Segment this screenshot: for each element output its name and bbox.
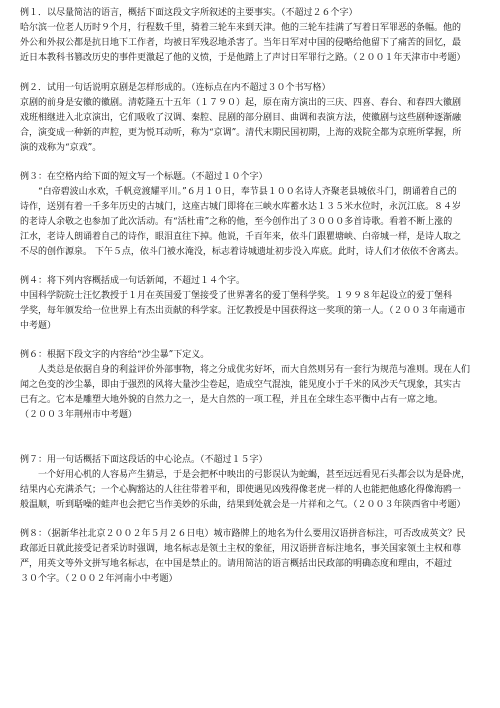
example-6-text-line: 闻之色变的沙尘暴，即由于强烈的风将大量沙尘卷起，造成空气混浊，能见度小于千米的风沙天气现象，其实古 (20, 380, 462, 390)
example-1-text-line: 外公和外叔公都是抗日地下工作者，均被日军残忍地杀害了。当年日军对中国的侵略给他留下了痛苦的回忆，最 (20, 38, 462, 48)
example-1-question: 例１．以尽量简洁的语言，概括下面这段文字所叙述的主要事实。（不超过２６个字） (20, 8, 358, 18)
example-8 (20, 527, 486, 587)
example-6-text-line: 已有之。它本是雕塑大地外貌的自然力之一，是大自然的一项工程，并且在全球生态平衡中占有一席之地。 (20, 395, 444, 405)
example-2-text-line: 京剧的前身是安徽的徽剧。清乾隆五十五年（１７９０）起，原在南方演出的三庆、四喜、春台、和春四大徽剧 (20, 98, 462, 108)
example-2-text-line: 合，演变成一种新的声腔，更为悦耳动听，称为“京调”。清代末期民国初期，上海的戏院全都为京班所掌握，所 (20, 128, 462, 138)
spacer (20, 156, 486, 170)
example-3-question: 例３：在空格内给下面的短文写一个标题。（不超过１０个字） (20, 172, 268, 182)
example-1-text-line: 哈尔滨一位老人历时９个月，行程数千里，骑着三轮车来到天津。他的三轮车挂满了写着日军罪恶的条幅。他的 (20, 23, 462, 33)
example-3-text-line: 的老诗人余敬之也参加了此次活动。有“活杜甫”之称的他，至今创作出了３０００多首诗歌。看着不断上涨的 (20, 217, 453, 227)
example-6-question: 例６：根据下段文字的内容给“沙尘暴”下定义。 (20, 350, 210, 360)
example-7-text-line: 一个好用心机的人容易产生猜忌，于是会把杯中映出的弓影误认为蛇蝎，甚至远远看见石头都会以为是卧虎， (38, 470, 471, 480)
example-4-text-line: 学奖，每年颁发给一位世界上有杰出贡献的科学家。汪忆教授是中国获得这一奖项的第一人。（２００３年南通市 (20, 306, 466, 316)
example-7-question: 例７：用一句话概括下面这段话的中心论点。（不超过１５字） (20, 455, 268, 465)
example-2 (20, 81, 486, 156)
example-8-question: 例８：（据新华社北京２００２年５月２６日电）城市路牌上的地名为什么要用汉语拼音标注，可否改成英文？民 (20, 529, 466, 539)
spacer (20, 513, 486, 527)
example-3-text-line: 不尽的创作源泉。 下午５点，依斗门被水淹没，标志着诗城遗址初步没入库底。此时，诗人们才依依不舍离去。 (20, 247, 464, 257)
example-6-text-line: （２００３年荆州市中考题） (20, 410, 138, 420)
example-2-text-line: 戏班相继进入北京演出，它们吸收了汉调、秦腔、昆剧的部分剧目、曲调和表演方法，使徽剧与这些剧种逐渐融 (20, 113, 462, 123)
example-1 (20, 6, 486, 66)
spacer (20, 334, 486, 348)
example-4-question: 例４：将下列内容概括成一句话新闻，不超过１４个字。 (20, 276, 246, 286)
example-3-text-line: 江水，老诗人朗诵着自己的诗作，眼泪直往下掉。他说，千百年来，依斗门跟瞿塘峡、白帝城一样，是诗人取之 (20, 232, 462, 242)
example-3 (20, 170, 486, 260)
spacer (20, 66, 486, 81)
spacer (20, 260, 486, 274)
example-7 (20, 453, 486, 513)
example-8-text-line: 严，用英文等外文拼写地名标志，在中国是禁止的。请用简洁的语言概括出民政部的明确态度和理由，不超过 (20, 559, 453, 569)
example-4-text-line: 中国科学院院士汪忆教授于１月在英国爱丁堡接受了世界著名的爱丁堡科学奖。１９９８年起设立的爱丁堡科 (20, 291, 453, 301)
example-1-text-line: 近日本教科书篡改历史的事件更激起了他的义愤，于是他踏上了声讨日军罪行之路。（２００１年天津市中考题） (20, 53, 466, 63)
example-7-text-line: 般温顺，听到聒噪的蛙声也会把它当作美妙的乐曲，结果到处就会是一片祥和之气。（２００３年陕西省中考题） (20, 500, 466, 510)
example-4-text-line: 中考题） (20, 321, 57, 331)
example-3-text-line: “白帝碧波山水欢，千帆竞渡耀平川。”６月１０日，奉节县１００名诗人齐聚老县城依斗门，朗诵着自己的 (38, 187, 457, 197)
example-6-text-line: 人类总是依据自身的利益评价外部事物，将之分成优劣好坏，而大自然则另有一套行为规范与准则。现在人们 (38, 365, 471, 375)
example-3-text-line: 诗作，送别有着一千多年历史的古城门，这座古城门即将在三峡水库蓄水达１３５米水位时，永沉江底。８４岁 (20, 202, 462, 212)
example-8-text-line: ３０个字。（２００２年河南小中考题） (20, 574, 178, 584)
spacer (20, 423, 486, 453)
example-7-text-line: 结果内心充满杀气；一个心胸豁达的人往往带着平和，即使遇见凶残得像老虎一样的人也能把他感化得像海鸥一 (20, 485, 462, 495)
example-8-text-line: 政部近日就此接受记者采访时强调，地名标志是领土主权的象征，用汉语拼音标注地名，事关国家领土主权和尊 (20, 544, 462, 554)
example-2-question: 例２．试用一句话说明京剧是怎样形成的。（连标点在内不超过３０个书写格） (20, 83, 331, 93)
example-4 (20, 274, 486, 334)
example-6 (20, 348, 486, 423)
example-2-text-line: 演的戏称为“京戏”。 (20, 143, 102, 153)
